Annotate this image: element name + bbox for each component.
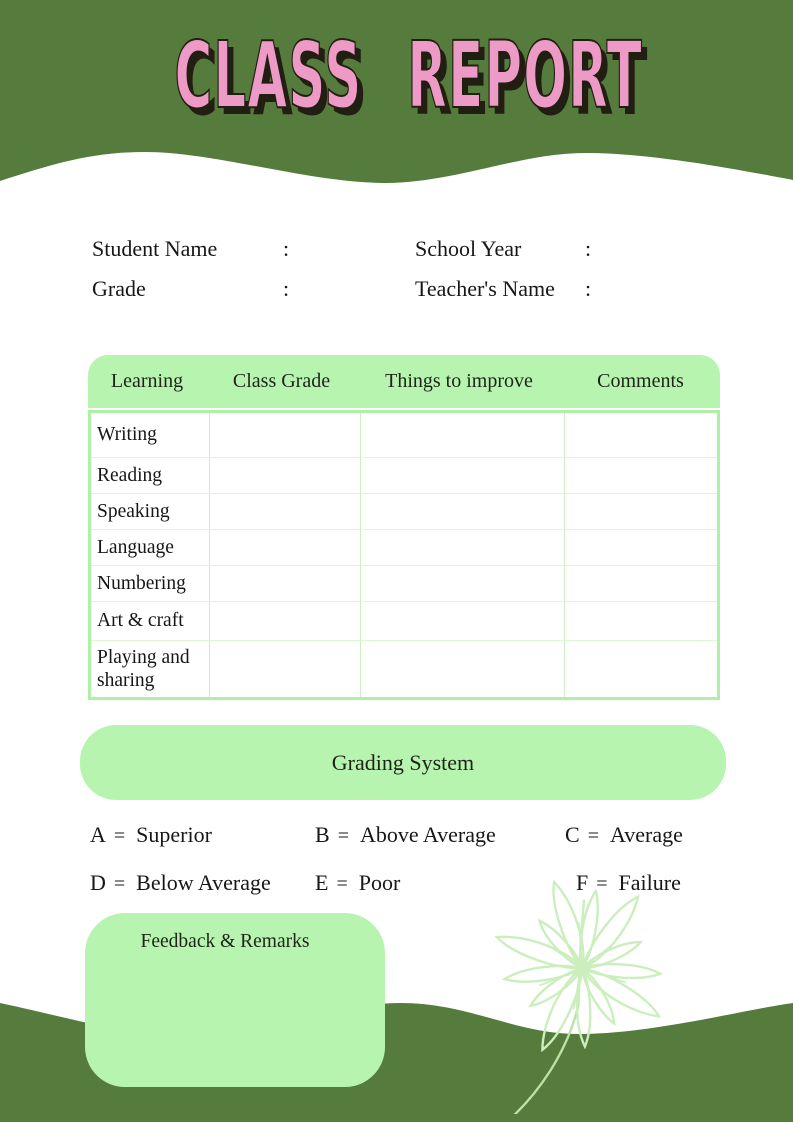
table-row xyxy=(91,529,717,565)
playing-sharing-class-grade-cell[interactable] xyxy=(209,641,360,697)
playing-sharing-things-to-improve-cell[interactable] xyxy=(360,641,564,697)
art-craft-class-grade-cell[interactable] xyxy=(209,602,360,640)
grade-label: Grade xyxy=(92,276,146,301)
numbering-comments-cell[interactable] xyxy=(564,566,717,601)
table-row xyxy=(91,413,717,457)
grading-system-title: Grading System xyxy=(331,749,475,775)
column-header-comments: Comments xyxy=(597,370,684,392)
equals-sign: = xyxy=(336,873,348,895)
writing-comments-cell[interactable] xyxy=(564,413,717,457)
art-craft-things-to-improve-cell[interactable] xyxy=(360,602,564,640)
student-name-value[interactable] xyxy=(300,232,410,258)
feedback-remarks-title: Feedback & Remarks xyxy=(140,931,310,952)
legend-value-a: Superior xyxy=(136,822,212,847)
row-label-playing-sharing: Playing and sharing xyxy=(97,646,190,691)
grading-system-banner xyxy=(80,725,726,800)
speaking-class-grade-cell[interactable] xyxy=(209,494,360,529)
column-header-things-to-improve: Things to improve xyxy=(385,370,533,392)
legend-key-a: A xyxy=(90,822,106,847)
monstera-leaf-icon xyxy=(452,846,720,1114)
row-label-writing: Writing xyxy=(97,424,157,446)
equals-sign: = xyxy=(587,825,599,847)
page-title: CLASS REPORT xyxy=(174,22,643,129)
grade-colon: : xyxy=(283,276,290,301)
writing-things-to-improve-cell[interactable] xyxy=(360,413,564,457)
table-header-row xyxy=(88,355,720,408)
equals-sign: = xyxy=(596,873,608,895)
reading-things-to-improve-cell[interactable] xyxy=(360,458,564,493)
numbering-class-grade-cell[interactable] xyxy=(209,566,360,601)
legend-item-e xyxy=(315,872,400,894)
legend-value-c: Average xyxy=(609,822,683,847)
speaking-things-to-improve-cell[interactable] xyxy=(360,494,564,529)
numbering-things-to-improve-cell[interactable] xyxy=(360,566,564,601)
header-wave-decoration xyxy=(0,143,793,187)
teacher-name-value[interactable] xyxy=(602,272,712,298)
legend-key-c: C xyxy=(565,822,580,847)
language-comments-cell[interactable] xyxy=(564,530,717,565)
legend-value-e: Poor xyxy=(358,870,401,895)
playing-sharing-comments-cell[interactable] xyxy=(564,641,717,697)
teacher-name-label: Teacher's Name xyxy=(415,276,555,301)
equals-sign: = xyxy=(113,873,126,895)
legend-item-a xyxy=(90,824,212,846)
equals-sign: = xyxy=(337,825,349,847)
table-row xyxy=(91,640,717,697)
table-row xyxy=(91,601,717,640)
grade-value[interactable] xyxy=(300,272,410,298)
table-row xyxy=(91,457,717,493)
row-label-speaking: Speaking xyxy=(97,500,170,522)
legend-value-f: Failure xyxy=(618,870,681,895)
table-row xyxy=(91,493,717,529)
row-label-numbering: Numbering xyxy=(97,572,186,594)
feedback-remarks-box xyxy=(85,913,385,1087)
speaking-comments-cell[interactable] xyxy=(564,494,717,529)
legend-key-d: D xyxy=(90,870,106,895)
language-things-to-improve-cell[interactable] xyxy=(360,530,564,565)
student-name-label: Student Name xyxy=(92,236,218,261)
row-label-language: Language xyxy=(97,536,174,558)
legend-item-b xyxy=(315,824,496,846)
column-header-learning: Learning xyxy=(110,370,184,392)
legend-item-c xyxy=(565,824,683,846)
equals-sign: = xyxy=(113,825,126,847)
learning-table xyxy=(88,410,720,700)
student-name-colon: : xyxy=(283,236,290,261)
language-class-grade-cell[interactable] xyxy=(209,530,360,565)
legend-key-f: F xyxy=(576,870,589,895)
legend-key-b: B xyxy=(315,822,330,847)
school-year-colon: : xyxy=(585,236,592,261)
reading-comments-cell[interactable] xyxy=(564,458,717,493)
row-label-art-craft: Art & craft xyxy=(97,610,184,632)
column-header-class-grade: Class Grade xyxy=(232,370,331,392)
teacher-name-colon: : xyxy=(585,276,592,301)
art-craft-comments-cell[interactable] xyxy=(564,602,717,640)
reading-class-grade-cell[interactable] xyxy=(209,458,360,493)
row-label-reading: Reading xyxy=(97,464,162,486)
school-year-value[interactable] xyxy=(602,232,712,258)
school-year-label: School Year xyxy=(415,236,522,261)
table-row xyxy=(91,565,717,601)
legend-value-b: Above Average xyxy=(359,822,496,847)
writing-class-grade-cell[interactable] xyxy=(209,413,360,457)
legend-value-d: Below Average xyxy=(136,870,271,895)
legend-key-e: E xyxy=(315,870,329,895)
legend-item-d xyxy=(90,872,271,894)
feedback-content-area[interactable] xyxy=(99,963,371,1075)
